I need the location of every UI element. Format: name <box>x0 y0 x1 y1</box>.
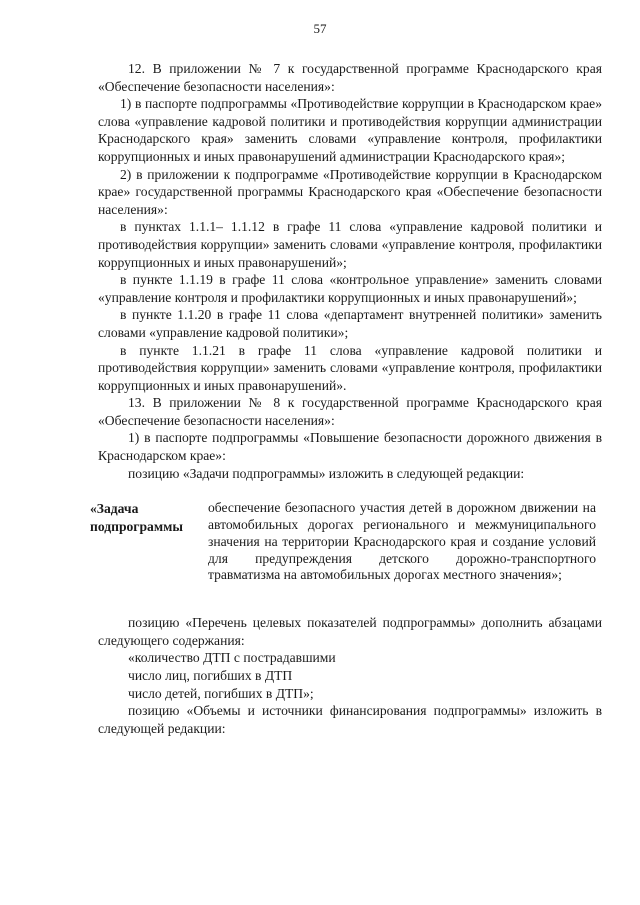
table-content: обеспечение безопасного участия детей в дорожном движении на автомобильных дорогах регионального и межмуниципального значения на территории Краснодарского края и создание условий для предупреждения детского дорожно-транспортного травматизма на автомобильных дорогах местного значения»; <box>208 500 596 583</box>
paragraph-points-1-1-1: в пунктах 1.1.1– 1.1.12 в графе 11 слова «управление кадровой политики и противодействия коррупции» заменить словами «управление контроля, профилактики коррупционных и иных правонарушений»; <box>98 219 602 270</box>
paragraph-position-tasks: позицию «Задачи подпрограммы» изложить в следующей редакции: <box>128 465 525 481</box>
paragraph-subitem-13-1: 1) в паспорте подпрограммы «Повышение безопасности дорожного движения в Краснодарском крае»: <box>98 430 602 464</box>
paragraph-subitem-1: 1) в паспорте подпрограммы «Противодействие коррупции в Краснодарском крае» слова «управление кадровой политики и противодействия коррупции администрации Краснодарского края» заменить словами «управление контроля, профилактики коррупционных и иных правонарушений администрации Краснодарского края»; <box>98 96 602 164</box>
tasks-table <box>90 500 602 584</box>
table-label: «Задача подпрограммы <box>90 501 183 534</box>
paragraph-point-1-1-21: в пункте 1.1.21 в графе 11 слова «управление кадровой политики и противодействия коррупции» заменить словами «управление контроля, профилактики коррупционных и иных правонарушений». <box>98 342 602 393</box>
paragraph-indicator-1: «количество ДТП с пострадавшими <box>128 650 336 666</box>
paragraph-item-13: 13. В приложении № 8 к государственной программе Краснодарского края «Обеспечение безопасности населения»: <box>98 395 602 428</box>
paragraph-financing: позицию «Объемы и источники финансирования подпрограммы» изложить в следующей редакции: <box>98 703 602 736</box>
paragraph-point-1-1-20: в пункте 1.1.20 в графе 11 слова «департамент внутренней политики» заменить словами «управление кадровой политики»; <box>98 307 602 340</box>
paragraph-indicators: позицию «Перечень целевых показателей подпрограммы» дополнить абзацами следующего содержания: <box>98 615 602 648</box>
paragraph-item-12: 12. В приложении № 7 к государственной программе Краснодарского края «Обеспечение безопасности населения»: <box>98 61 602 94</box>
document-body <box>90 60 602 737</box>
paragraph-subitem-2: 2) в приложении к подпрограмме «Противодействие коррупции в Краснодарском крае» государственной программы Краснодарского края «Обеспечение безопасности населения»: <box>98 166 602 217</box>
page-number: 57 <box>313 21 327 36</box>
paragraph-indicator-3: число детей, погибших в ДТП»; <box>128 685 314 701</box>
paragraph-indicator-2: число лиц, погибших в ДТП <box>128 668 293 684</box>
paragraph-point-1-1-19: в пункте 1.1.19 в графе 11 слова «контрольное управление» заменить словами «управление контроля и профилактики коррупционных и иных правонарушений»; <box>98 272 602 305</box>
